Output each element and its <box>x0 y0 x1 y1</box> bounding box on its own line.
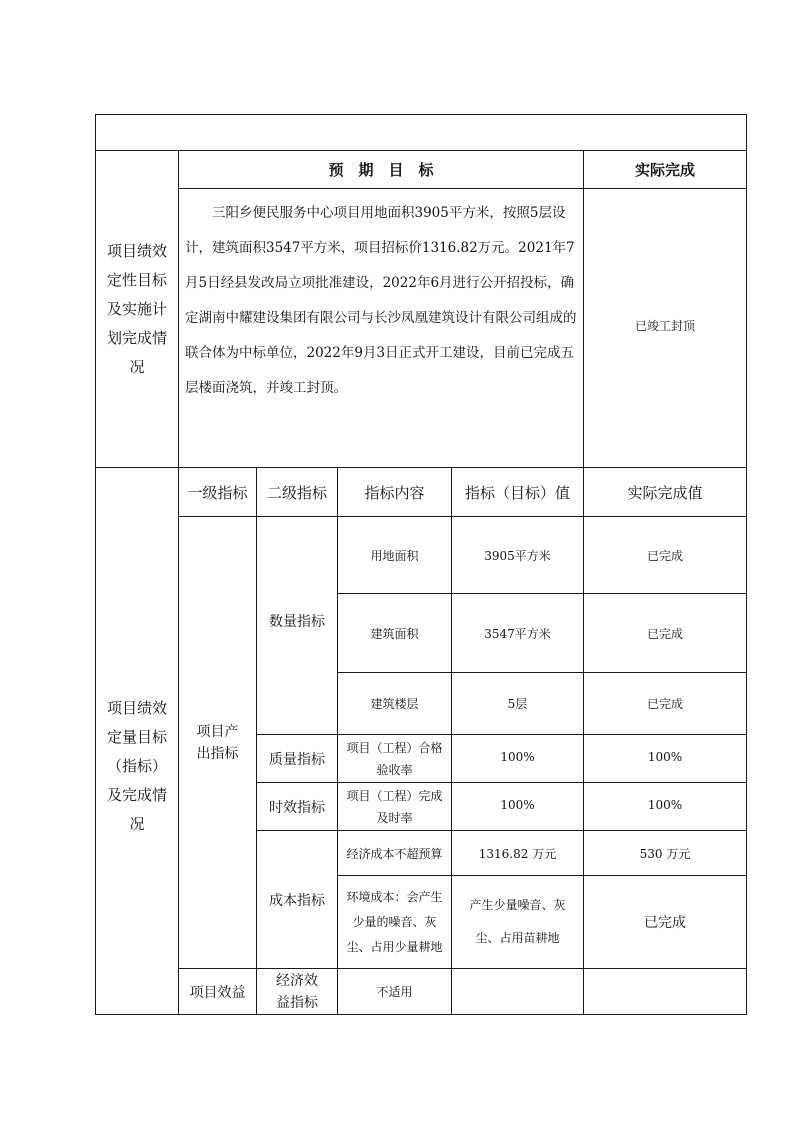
actual-completion-header: 实际完成 <box>634 161 695 179</box>
table-row-actual: 100% <box>647 797 683 812</box>
project-benefit-label: 项目效益 <box>189 984 246 1001</box>
table-row-actual: 100% <box>647 749 683 764</box>
table-row-content: 环境成本：会产生少量的噪音、灰尘、占用少量耕地 <box>346 889 443 954</box>
table-row-actual: 已完成 <box>646 626 683 641</box>
project-output-indicator-label: 项目产出指标 <box>196 723 239 762</box>
table-row-target: 1316.82 万元 <box>478 846 557 861</box>
cost-indicator-label: 成本指标 <box>269 892 325 909</box>
qualitative-section-label: 项目绩效定性目标及实施计划完成情况 <box>106 241 167 376</box>
indicator-content-header: 指标内容 <box>364 483 425 502</box>
actual-completion-text: 已竣工封顶 <box>634 318 695 333</box>
expected-goal-text: 三阳乡便民服务中心项目用地面积3905平方米，按照5层设计，建筑面积3547平方米，项目招标价1316.82万元。2021年7月5日经县发改局立项批准建设，2022年6月进行公开招投标，确定湖南中耀建设集团有限公司与长沙凤凰建筑设计有限公司组成的联合体为中标单位，2022年9月3日正式开工建设，目前已完成五层楼面浇筑，并竣工封顶。 <box>185 205 577 396</box>
table-row-content: 用地面积 <box>370 548 419 563</box>
level2-indicator-header: 二级指标 <box>266 483 327 502</box>
table-border <box>746 114 747 1015</box>
table-row-actual: 已完成 <box>646 548 683 563</box>
expected-goal-header: 预 期 目 标 <box>328 161 434 179</box>
table-row-actual: 已完成 <box>646 697 683 711</box>
table-row-content: 经济成本不超预算 <box>346 846 443 861</box>
economic-benefit-content: 不适用 <box>376 985 413 999</box>
table-row-actual: 530 万元 <box>639 846 691 861</box>
timeliness-indicator-label: 时效指标 <box>269 799 325 816</box>
quality-indicator-label: 质量指标 <box>269 751 325 768</box>
table-row-target: 5层 <box>507 697 528 711</box>
table-row-content: 建筑面积 <box>370 626 419 641</box>
table-row-target: 100% <box>500 797 535 812</box>
table-row-target: 3905平方米 <box>484 548 551 563</box>
actual-value-header: 实际完成值 <box>627 483 703 502</box>
table-row-actual: 已完成 <box>644 915 686 931</box>
quantity-indicator-label: 数量指标 <box>269 613 325 630</box>
table-row-target: 产生少量噪音、灰尘、占用苗耕地 <box>469 898 566 945</box>
table-row-target: 100% <box>500 749 535 764</box>
table-row-content: 项目（工程）合格验收率 <box>346 740 443 777</box>
table-border <box>95 1014 747 1015</box>
table-row-content: 建筑楼层 <box>370 697 419 711</box>
table-border <box>95 114 747 115</box>
economic-benefit-indicator-label: 经济效益指标 <box>276 972 318 1011</box>
level1-indicator-header: 一级指标 <box>187 483 248 502</box>
table-row-target: 3547平方米 <box>484 626 551 641</box>
quantitative-section-label: 项目绩效定量目标（指标）及完成情况 <box>106 698 167 833</box>
table-row-content: 项目（工程）完成及时率 <box>346 788 443 825</box>
indicator-target-header: 指标（目标）值 <box>464 483 570 502</box>
